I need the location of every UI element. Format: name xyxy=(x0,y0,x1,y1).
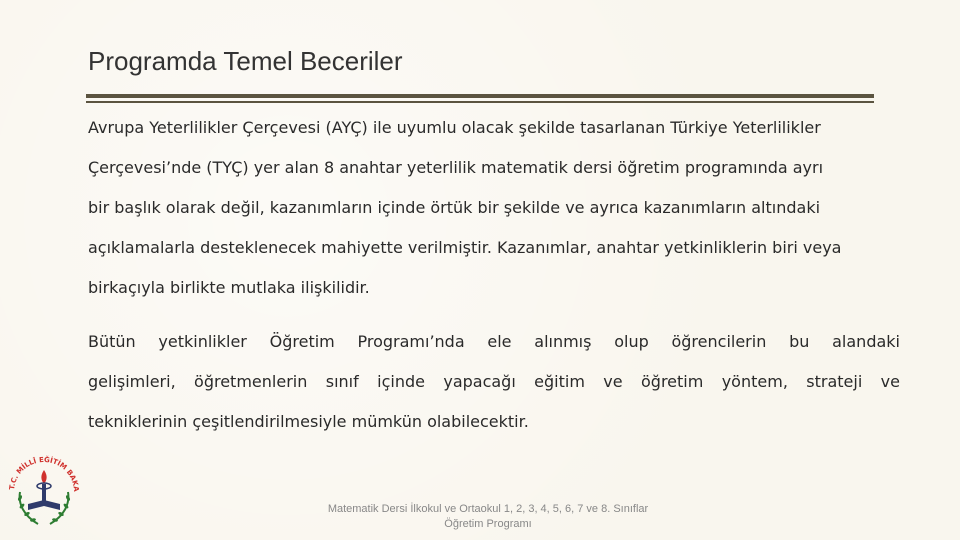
paragraph-line: tekniklerinin çeşitlendirilmesiyle mümkün olabilecektir. xyxy=(88,412,529,431)
paragraph-line: Çerçevesi’nde (TYÇ) yer alan 8 anahtar yeterlilik matematik dersi öğretim programında ayrı xyxy=(88,158,824,177)
paragraph-line: bir başlık olarak değil, kazanımların içinde örtük bir şekilde ve ayrıca kazanımların altındaki xyxy=(88,198,821,217)
slide-title: Programda Temel Beceriler xyxy=(88,46,403,76)
footer-program-title: Matematik Dersi İlkokul ve Ortaokul 1, 2, 3, 4, 5, 6, 7 ve 8. Sınıflar xyxy=(327,503,649,515)
title-divider-thin xyxy=(86,101,874,103)
paragraph-line: Bütün yetkinlikler Öğretim Programı’nda ele alınmış olup öğrencilerin bu alandaki xyxy=(88,332,900,351)
footer-program-subtitle: Öğretim Programı xyxy=(444,518,532,530)
title-divider-thick xyxy=(86,94,874,98)
paragraph-line: gelişimleri, öğretmenlerin sınıf içinde yapacağı eğitim ve öğretim yöntem, strateji ve xyxy=(88,372,900,391)
paragraph-competency-development xyxy=(88,330,900,450)
paragraph-key-competencies xyxy=(88,116,900,316)
paragraph-line: birkaçıyla birlikte mutlaka ilişkilidir. xyxy=(88,278,370,297)
svg-text:T.C. MİLLÎ EĞİTİM BAKANLIĞI: T.C. MİLLÎ EĞİTİM BAKA xyxy=(8,455,81,492)
paragraph-line: açıklamalarla desteklenecek mahiyette verilmiştir. Kazanımlar, anahtar yetkinliklerin biri veya xyxy=(88,238,842,257)
paragraph-line: Avrupa Yeterlilikler Çerçevesi (AYÇ) ile uyumlu olacak şekilde tasarlanan Türkiye Yeterlilikler xyxy=(88,118,821,137)
